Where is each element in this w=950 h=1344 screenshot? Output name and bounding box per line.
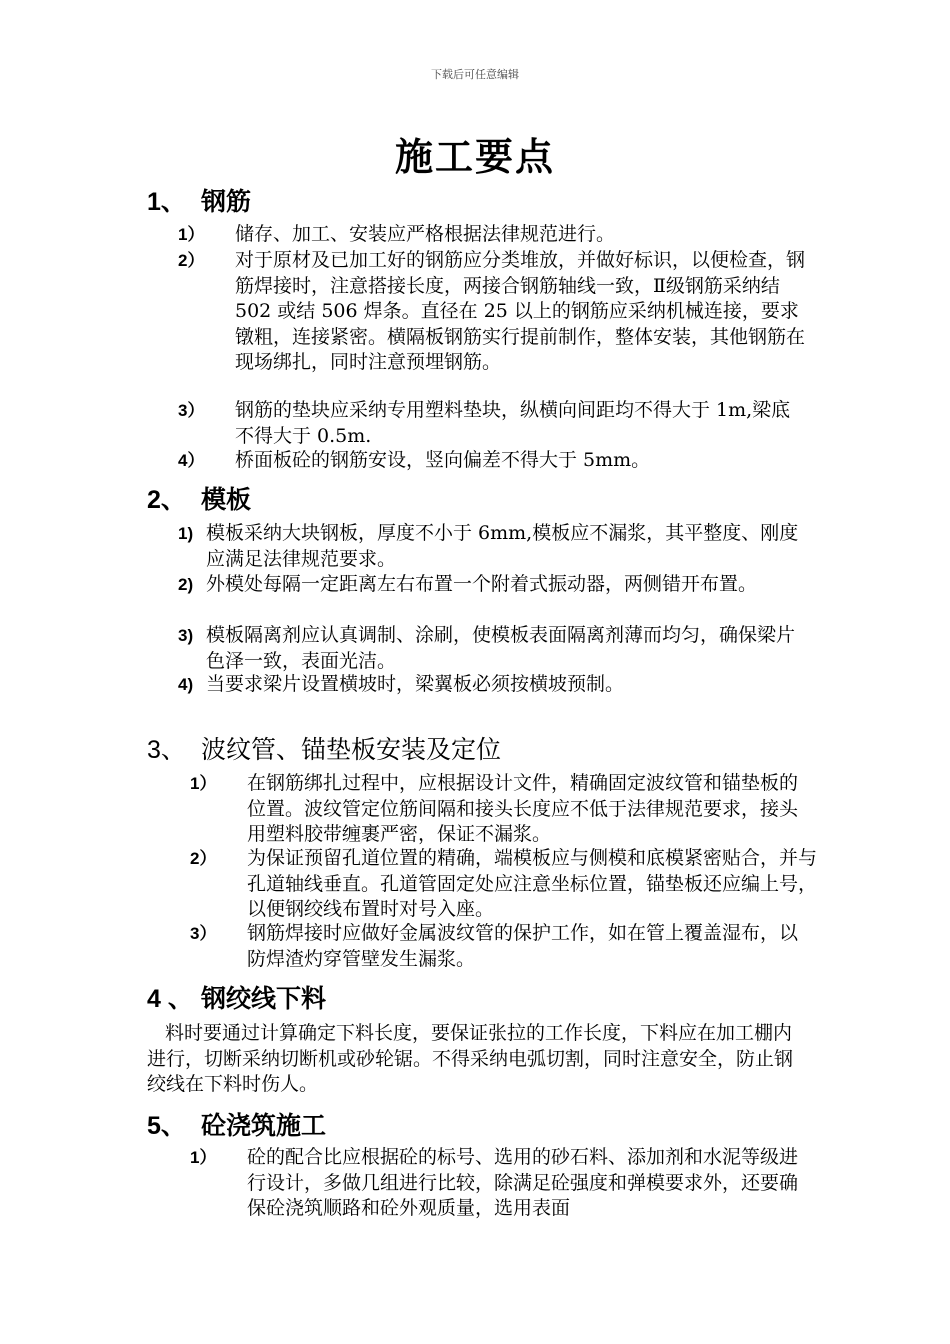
- item-number: 3): [178, 626, 194, 645]
- item-number: 3）: [178, 401, 205, 420]
- item-number: 4): [178, 675, 194, 694]
- item-text: 桥面板砼的钢筋安设，竖向偏差不得大于 5mm。: [235, 449, 651, 471]
- item-number: 1）: [190, 1148, 217, 1167]
- section-paragraph: 料时要通过计算确定下料长度，要保证张拉的工作长度，下料应在加工棚内进行，切断采纳切断机或砂轮锯。不得采纳电弧切割，同时注意安全，防止钢绞线在下料时伤人。: [147, 1022, 794, 1095]
- section-title: 钢筋: [201, 187, 252, 216]
- item-number: 2): [178, 575, 194, 594]
- item-text: 钢筋的垫块应采纳专用塑料垫块，纵横向间距均不得大于 1m,梁底不得大于 0.5m.: [235, 399, 791, 447]
- section-number: 4 、: [147, 985, 193, 1013]
- item-text: 在钢筋绑扎过程中，应根据设计文件，精确固定波纹管和锚垫板的位置。波纹管定位筋间隔和接头长度应不低于法律规范要求，接头用塑料胶带缠裹严密，保证不漏浆。: [247, 772, 799, 845]
- section-heading-2: [147, 480, 251, 516]
- section-number: 2、: [147, 486, 186, 514]
- item-text: 外模处每隔一定距离左右布置一个附着式振动器，两侧错开布置。: [206, 573, 758, 595]
- item-number: 3）: [190, 924, 217, 943]
- item-text: 为保证预留孔道位置的精确，端模板应与侧模和底模紧密贴合，并与孔道轴线垂直。孔道管固定处应注意坐标位置，锚垫板还应编上号，以便钢绞线布置时对号入座。: [247, 847, 818, 920]
- item-number: 2）: [190, 849, 217, 868]
- item-text: 当要求梁片设置横坡时，梁翼板必须按横坡预制。: [206, 673, 625, 695]
- item-number: 1）: [190, 774, 217, 793]
- item-number: 1): [178, 524, 194, 543]
- section-number: 5、: [147, 1112, 186, 1140]
- item-text: 储存、加工、安装应严格根据法律规范进行。: [235, 223, 616, 245]
- section-title: 砼浇筑施工: [201, 1111, 327, 1140]
- item-text: 钢筋焊接时应做好金属波纹管的保护工作，如在管上覆盖湿布，以防焊渣灼穿管壁发生漏浆。: [247, 922, 799, 970]
- item-text: 对于原材及已加工好的钢筋应分类堆放，并做好标识，以便检查，钢筋焊接时，注意搭接长度，两接合钢筋轴线一致，Ⅱ级钢筋采纳结 502 或结 506 焊条。直径在 25 以上的钢筋应采纳机械连接，要求镦粗，连接紧密。横隔板钢筋实行提前制作，整体安装，其他钢筋在现场绑扎，同时注意预埋钢筋。: [235, 249, 806, 373]
- section-number: 3、: [147, 736, 186, 764]
- item-text: 砼的配合比应根据砼的标号、选用的砂石料、添加剂和水泥等级进行设计，多做几组进行比较，除满足砼强度和弹模要求外，还要确保砼浇筑顺路和砼外观质量，选用表面: [247, 1146, 799, 1219]
- section-heading-4: [147, 979, 326, 1015]
- section-number: 1、: [147, 188, 186, 216]
- page-header: 下载后可任意编辑: [431, 68, 519, 81]
- section-heading-1: [147, 182, 251, 218]
- item-text: 模板隔离剂应认真调制、涂刷，使模板表面隔离剂薄而均匀，确保梁片色泽一致，表面光洁。: [206, 624, 796, 672]
- section-title: 模板: [201, 485, 252, 514]
- page-title: 施工要点: [394, 134, 555, 179]
- section-title: 波纹管、锚垫板安装及定位: [201, 735, 502, 764]
- section-title: 钢绞线下料: [201, 984, 327, 1013]
- item-text: 模板采纳大块钢板，厚度不小于 6mm,模板应不漏浆，其平整度、刚度应满足法律规范要求。: [206, 522, 799, 570]
- item-number: 2）: [178, 251, 205, 270]
- section-heading-5: [147, 1106, 326, 1142]
- item-number: 1）: [178, 225, 205, 244]
- section-heading-3: [147, 730, 501, 766]
- item-number: 4）: [178, 451, 205, 470]
